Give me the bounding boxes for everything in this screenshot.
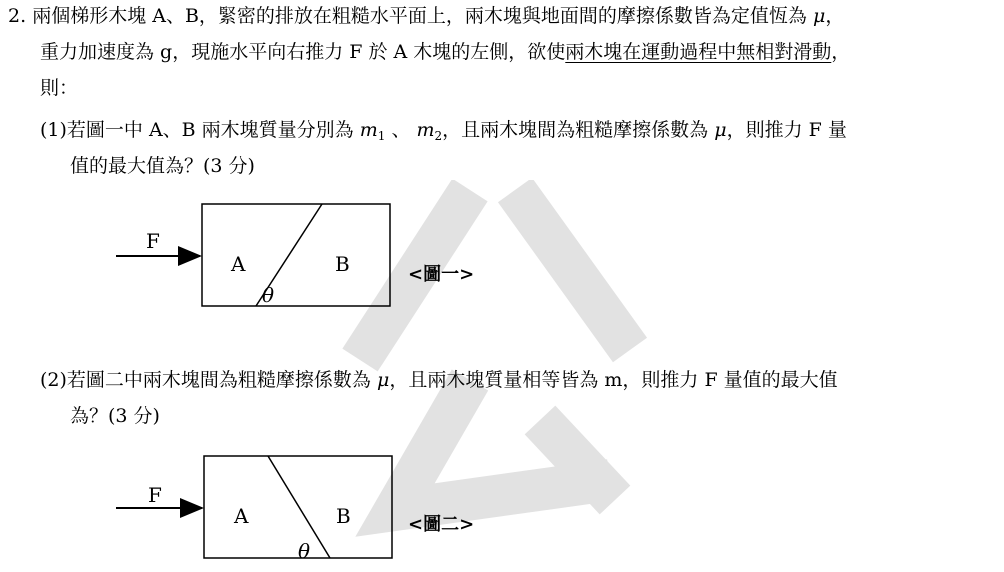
question-line-2 [40,40,850,64]
punctuation: ， [825,5,845,27]
block-b-label: B [335,252,350,276]
question-number: 2. [8,5,27,27]
part2-label: (2) [40,369,67,391]
block-a-label: A [234,504,249,528]
figure-1-caption: <圖一> [408,264,475,285]
separator: 、 [385,119,411,141]
part2-text: 若圖二中兩木塊間為粗糙摩擦係數為 [66,369,371,391]
question-line-3 [40,76,78,100]
force-label: F [148,483,162,507]
mass-m1-symbol: $m_1$ [359,119,386,143]
force-label: F [146,229,160,253]
mu-symbol: μ [376,369,390,391]
mu-symbol: μ [812,5,826,27]
part2-line-2 [70,404,160,428]
question-intro-text-3: 則： [40,77,79,99]
block-b-label: B [336,504,351,528]
angle-theta-label: θ [298,539,311,563]
figure-2-caption: <圖二> [408,514,475,535]
part2-text-2: ，且兩木塊質量相等皆為 m，則推力 F 量值的最大值 [389,369,838,391]
block-a-label: A [231,252,246,276]
part1-label: (1) [40,119,67,141]
part2-line-1 [40,368,838,392]
part1-text-3: ，則推力 F 量 [726,119,847,141]
underlined-condition: 兩木塊在運動過程中無相對滑動 [565,41,832,63]
figure-1 [110,200,510,315]
part1-points: (3 分) [203,155,255,177]
part1-text: 若圖一中 A、B 兩木塊質量分別為 [66,119,354,141]
punctuation: ， [831,41,851,63]
part2-points: (3 分) [108,405,160,427]
part1-line-1 [40,118,847,148]
part1-text-2: ，且兩木塊間為粗糙摩擦係數為 [442,119,709,141]
mass-m2-symbol: $m_2$ [416,119,443,143]
part2-question: 為？ [70,405,109,427]
question-line-1 [8,4,844,28]
angle-theta-label: θ [262,283,275,307]
mu-symbol: μ [714,119,727,141]
figure-2 [110,452,510,567]
figure-1-drawing [110,200,510,315]
part1-line-2 [70,154,255,178]
question-intro-text-2: 重力加速度為 g，現施水平向右推力 F 於 A 木塊的左側，欲使 [40,41,566,63]
question-intro-text: 兩個梯形木塊 A、B，緊密的排放在粗糙水平面上，兩木塊與地面間的摩擦係數皆為定值恆為 [32,5,807,27]
part1-question: 值的最大值為？ [70,155,204,177]
